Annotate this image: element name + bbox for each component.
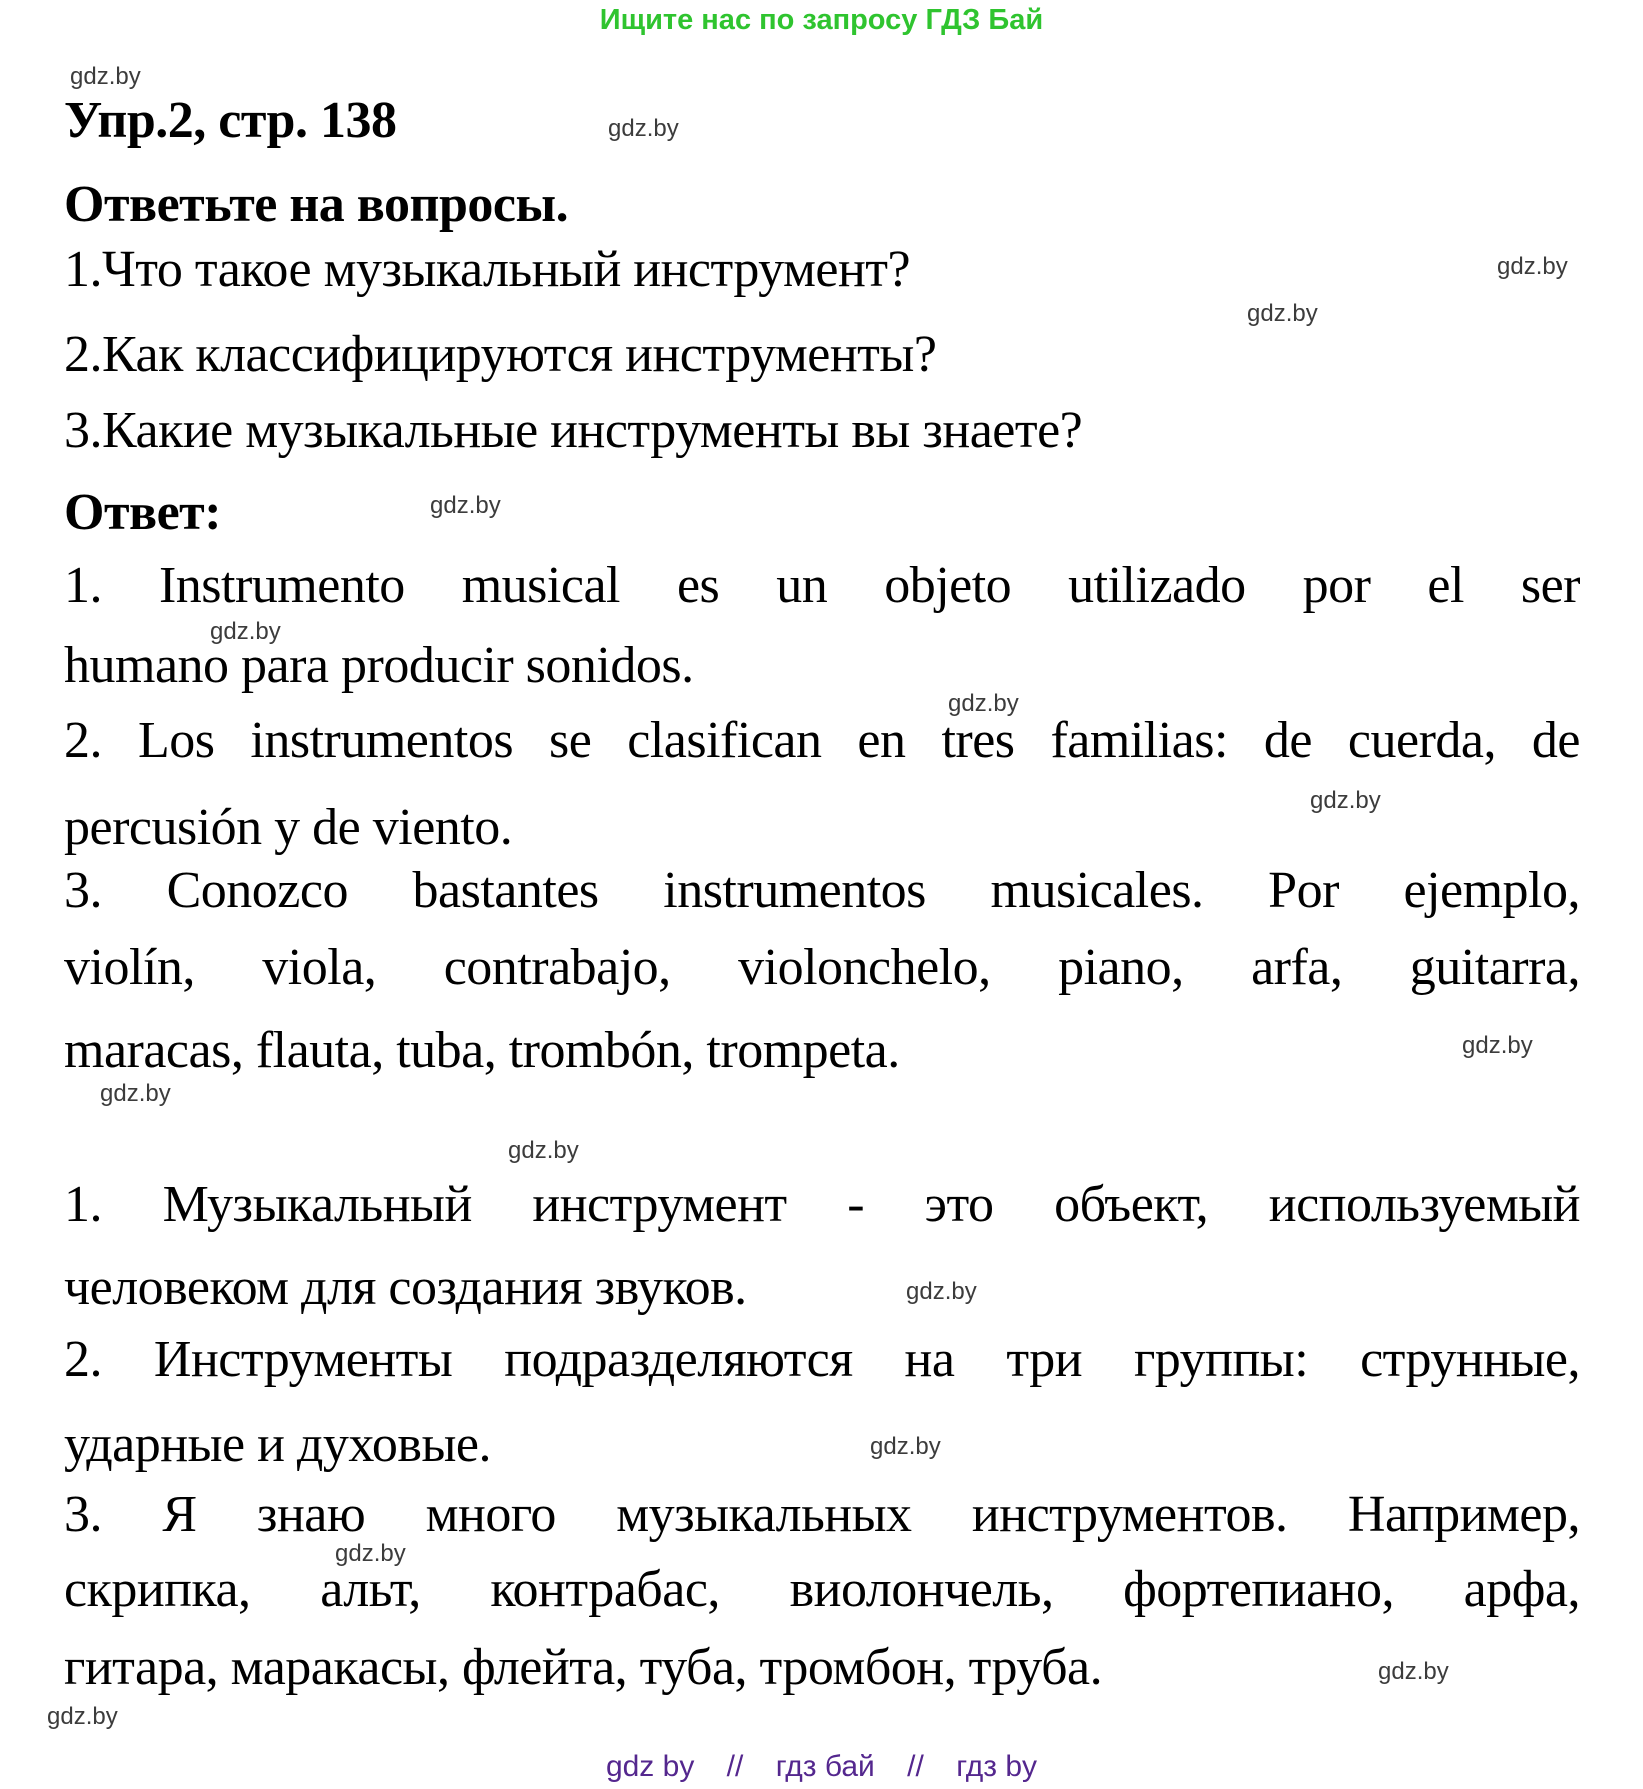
gdz-watermark: gdz.by <box>335 1540 406 1567</box>
answer-es-2-line-1: 2. Los instrumentos se clasifican en tres familias: de cuerda, de <box>64 712 1580 769</box>
answer-ru-3-line-3: гитара, маракасы, флейта, туба, тромбон, труба. <box>64 1639 1103 1696</box>
gdz-watermark: gdz.by <box>1247 300 1318 327</box>
gdz-watermark: gdz.by <box>1378 1658 1449 1685</box>
gdz-watermark: gdz.by <box>906 1278 977 1305</box>
footer-site-links <box>0 1750 1643 1784</box>
gdz-watermark: gdz.by <box>1462 1032 1533 1059</box>
gdz-watermark: gdz.by <box>47 1703 118 1730</box>
gdz-watermark: gdz.by <box>608 115 679 142</box>
answer-ru-1-line-2: человеком для создания звуков. <box>64 1259 747 1316</box>
gdz-watermark: gdz.by <box>430 492 501 519</box>
answer-ru-2-line-1: 2. Инструменты подразделяются на три группы: струнные, <box>64 1331 1580 1388</box>
site-promo-banner: Ищите нас по запросу ГДЗ Бай <box>599 4 1044 36</box>
question-2: 2.Как классифицируются инструменты? <box>64 326 937 383</box>
gdz-watermark: gdz.by <box>1310 787 1381 814</box>
answer-es-1-line-1: 1. Instrumento musical es un objeto utilizado por el ser <box>64 557 1580 614</box>
answer-ru-3-line-1: 3. Я знаю много музыкальных инструментов. Например, <box>64 1486 1580 1543</box>
footer-site-gdz-by: gdz by <box>605 1750 695 1783</box>
gdz-watermark: gdz.by <box>100 1080 171 1107</box>
gdz-watermark: gdz.by <box>948 690 1019 717</box>
question-1: 1.Что такое музыкальный инструмент? <box>64 241 911 298</box>
answer-es-3-line-2: violín, viola, contrabajo, violonchelo, piano, arfa, guitarra, <box>64 939 1580 996</box>
answer-es-3-line-1: 3. Conozco bastantes instrumentos musicales. Por ejemplo, <box>64 862 1580 919</box>
answer-es-1-line-2: humano para producir sonidos. <box>64 637 694 694</box>
footer-separator: // <box>907 1750 924 1783</box>
footer-separator: // <box>726 1750 744 1783</box>
footer-site-gdz-by-2: гдз by <box>956 1750 1038 1783</box>
answer-label: Ответ: <box>64 484 222 541</box>
answer-es-2-line-2: percusión y de viento. <box>64 799 513 856</box>
answer-es-3-line-3: maracas, flauta, tuba, trombón, trompeta. <box>64 1022 900 1079</box>
gdz-watermark: gdz.by <box>1497 253 1568 280</box>
answer-ru-2-line-2: ударные и духовые. <box>64 1416 491 1473</box>
exercise-title: Упр.2, стр. 138 <box>64 92 397 149</box>
answer-ru-1-line-1: 1. Музыкальный инструмент - это объект, используемый <box>64 1176 1580 1233</box>
question-3: 3.Какие музыкальные инструменты вы знаете? <box>64 402 1083 459</box>
gdz-watermark: gdz.by <box>508 1137 579 1164</box>
gdz-watermark: gdz.by <box>70 63 141 90</box>
task-heading: Ответьте на вопросы. <box>64 176 569 233</box>
gdz-watermark: gdz.by <box>870 1433 941 1460</box>
footer-site-gdz-bai: гдз бай <box>775 1750 875 1783</box>
gdz-watermark: gdz.by <box>210 618 281 645</box>
answer-ru-3-line-2: скрипка, альт, контрабас, виолончель, фортепиано, арфа, <box>64 1561 1580 1618</box>
